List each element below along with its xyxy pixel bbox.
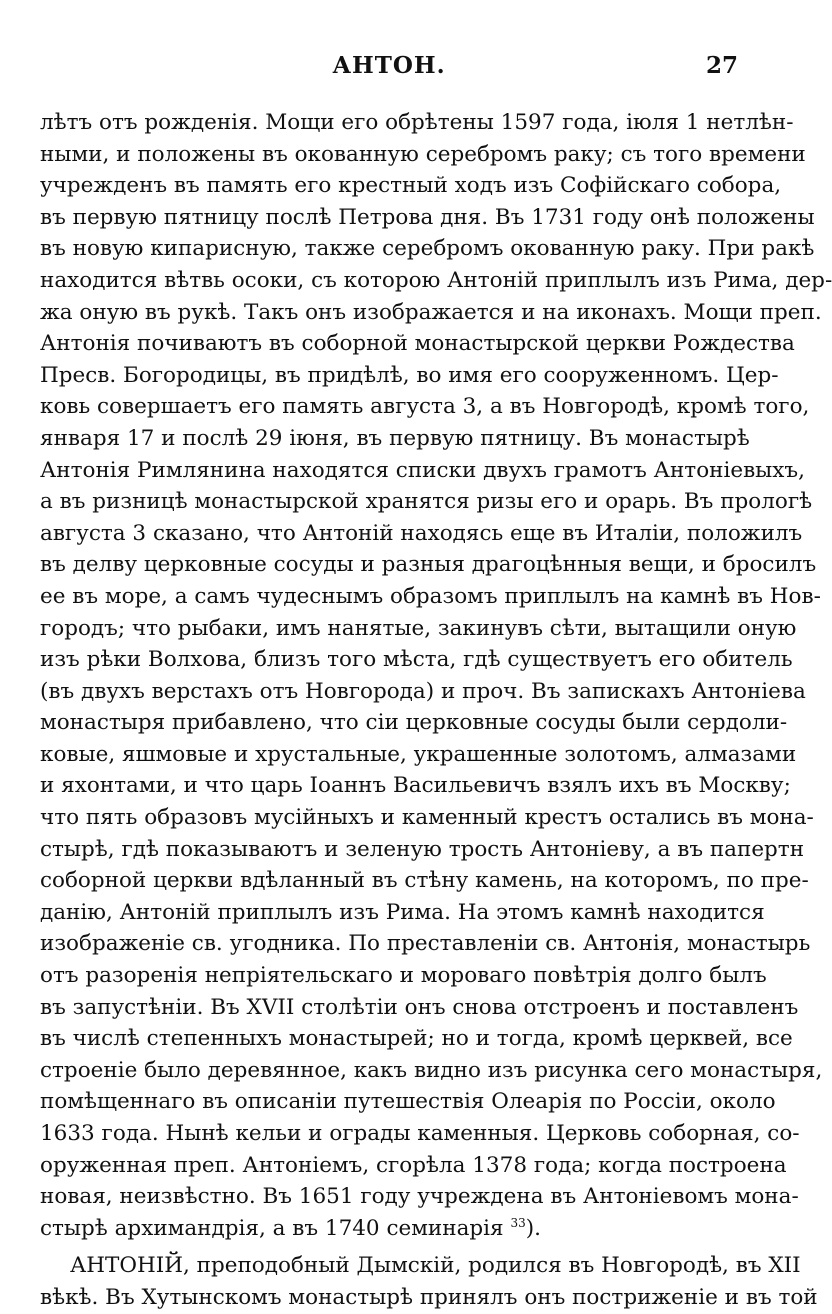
text-line: Пресв. Богородицы, въ придѣлѣ, во имя его сооруженномъ. Цер-	[40, 362, 779, 388]
text-line: (въ двухъ верстахъ отъ Новгорода) и проч. Въ запискахъ Антоніева	[40, 678, 806, 704]
text-line: новая, неизвѣстно. Въ 1651 году учреждена въ Антоніевомъ мона-	[40, 1184, 799, 1210]
text-line: данію, Антоній приплылъ изъ Рима. На этомъ камнѣ находится	[40, 899, 765, 925]
text-line: Антонія Римлянина находятся списки двухъ грамотъ Антоніевыхъ,	[40, 457, 805, 483]
text-line: въ числѣ степенныхъ монастырей; но и тогда, кромѣ церквей, все	[40, 1026, 793, 1052]
text-line: въ запустѣніи. Въ XVII столѣтіи онъ снова отстроенъ и поставленъ	[40, 994, 799, 1020]
text-line: лѣтъ отъ рожденія. Мощи его обрѣтены 1597 года, іюля 1 нетлѣн-	[40, 110, 794, 135]
text-line: ее въ море, а самъ чудеснымъ образомъ приплылъ на камнѣ въ Нов-	[40, 583, 821, 609]
text-line: ными, и положены въ окованную серебромъ раку; съ того времени	[40, 141, 806, 167]
text-line-last	[40, 1213, 738, 1245]
paragraph-antony-roman	[40, 107, 832, 1244]
text-line: января 17 и послѣ 29 іюня, въ первую пятницу. Въ монастырѣ	[40, 425, 750, 451]
running-title: АНТОН.	[332, 52, 446, 79]
text-line: въ делву церковные сосуды и разныя драгоцѣнныя вещи, и бросилъ	[40, 552, 817, 578]
text-line: августа 3 сказано, что Антоній находясь еще въ Италіи, положилъ	[40, 520, 803, 546]
text-line: ковые, яшмовые и хрустальные, украшенные золотомъ, алмазами	[40, 741, 797, 767]
text-line: находится вѣтвь осоки, съ которою Антоній приплылъ изъ Рима, дер-	[40, 267, 832, 293]
text-line: отъ разоренія непріятельскаго и мороваго повѣтрія долго былъ	[40, 963, 767, 989]
text-line: учрежденъ въ память его крестный ходъ изъ Софійскаго собора,	[40, 173, 782, 199]
text-line: жа оную въ рукѣ. Такъ онъ изображается и на иконахъ. Мощи преп.	[40, 299, 822, 325]
page-header	[40, 52, 738, 88]
text-line: оруженная преп. Антоніемъ, сгорѣла 1378 года; когда построена	[40, 1152, 787, 1178]
text-line: соборной церкви вдѣланный въ стѣну камень, на которомъ, по пре-	[40, 868, 809, 894]
last-line-text: стырѣ архимандрія, а въ 1740 семинарія	[40, 1215, 504, 1241]
footnote-marker[interactable]: 33	[510, 1215, 526, 1230]
text-line: а въ ризницѣ монастырской хранятся ризы его и орарь. Въ прологѣ	[40, 489, 813, 515]
text-line: АНТОНІЙ, преподобный Дымскій, родился въ Новгородѣ, въ XII	[70, 1253, 801, 1279]
text-line: въ новую кипарисную, также серебромъ окованную раку. При ракѣ	[40, 236, 815, 262]
text-line: изображеніе св. угодника. По преставленіи св. Антонія, монастырь	[40, 931, 811, 957]
body-text	[40, 107, 832, 1314]
text-line: помѣщеннаго въ описаніи путешествія Олеарія по Россіи, около	[40, 1089, 776, 1115]
text-line: и яхонтами, и что царь Іоаннъ Васильевичъ взялъ ихъ въ Москву;	[40, 773, 791, 799]
text-line: что пять образовъ мусійныхъ и каменный крестъ остались въ мона-	[40, 805, 814, 831]
text-line: изъ рѣки Волхова, близъ того мѣста, гдѣ существуетъ его обитель	[40, 647, 793, 673]
text-line: вѣкѣ. Въ Хутынскомъ монастырѣ принялъ онъ постриженіе и въ той	[40, 1284, 818, 1310]
page-number: 27	[705, 52, 738, 79]
paragraph-antony-dymsky	[40, 1250, 818, 1313]
text-line: стырѣ, гдѣ показываютъ и зеленую трость Антоніеву, а въ папертн	[40, 836, 805, 862]
text-line: Антонія почиваютъ въ соборной монастырской церкви Рождества	[40, 331, 795, 357]
text-line: городъ; что рыбаки, имъ нанятые, закинувъ сѣти, вытащили оную	[40, 615, 797, 641]
text-line: 1633 года. Нынѣ кельи и ограды каменныя. Церковь соборная, со-	[40, 1121, 800, 1146]
closing-punctuation: ).	[525, 1215, 541, 1241]
text-line: строеніе было деревянное, какъ видно изъ рисунка сего монастыря,	[40, 1057, 823, 1083]
text-line: ковь совершаетъ его память августа 3, а въ Новгородѣ, кромѣ того,	[40, 394, 810, 420]
text-line: въ первую пятницу послѣ Петрова дня. Въ 1731 году онѣ положены	[40, 204, 815, 230]
text-line: монастыря прибавлено, что сіи церковные сосуды были сердоли-	[40, 710, 788, 736]
